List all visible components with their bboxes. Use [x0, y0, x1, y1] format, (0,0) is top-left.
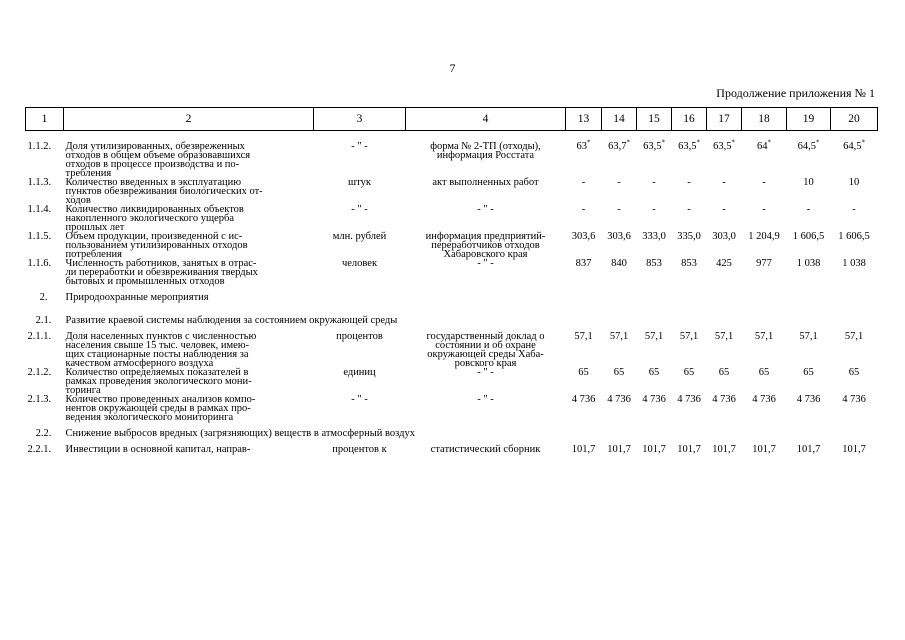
value-text: 101,7 — [842, 444, 866, 455]
value-text: 303,6 — [607, 231, 631, 242]
value-cell — [742, 395, 787, 422]
unit-of-measure: процентов к — [332, 444, 387, 455]
value-cell — [566, 178, 602, 205]
value-cell — [707, 368, 742, 395]
value-cell — [787, 332, 831, 368]
value-text: 101,7 — [752, 444, 776, 455]
indicator-name-line: пунктов обезвреживания биологических от- — [65, 186, 263, 197]
value-text: 57,1 — [844, 331, 864, 342]
value-text: 57,1 — [799, 331, 818, 342]
table-body — [26, 131, 878, 455]
value-cell — [831, 395, 878, 422]
value-text: 10 — [848, 177, 860, 188]
data-source — [406, 395, 566, 422]
value-text: 65 — [718, 367, 730, 378]
value-cell — [787, 259, 831, 286]
indicator-name — [64, 368, 314, 395]
value-text: - — [652, 177, 656, 188]
table-row — [26, 368, 878, 395]
value-cell — [742, 205, 787, 232]
indicator-name-line: Количество определяемых показателей в — [65, 367, 249, 378]
value-cell — [566, 131, 602, 179]
continuation-note: Продолжение приложения № 1 — [716, 86, 875, 100]
value-cell — [672, 131, 707, 179]
value-text: 65 — [578, 367, 589, 378]
indicator-name-line: щих стационарные посты наблюдения за — [65, 349, 249, 360]
value-text: - — [617, 204, 621, 215]
indicator-name-line: Доля утилизированных, обезвреженных — [65, 141, 245, 152]
unit-of-measure: - " - — [351, 204, 368, 215]
unit-of-measure: штук — [348, 177, 371, 188]
value-text: 1 606,5 — [838, 231, 870, 242]
indicator-name — [64, 131, 314, 179]
value-text: 4 736 — [712, 394, 736, 405]
value-text: 64,5 — [843, 141, 862, 152]
table-header-row — [26, 108, 878, 131]
indicator-name-line: рамках проведения экологического мони- — [65, 376, 252, 387]
value-cell — [742, 368, 787, 395]
value-cell — [637, 131, 672, 179]
column-header: 20 — [831, 108, 878, 131]
indicator-name — [64, 178, 314, 205]
value-cell — [831, 259, 878, 286]
value-text: - — [617, 177, 621, 188]
indicator-name — [64, 332, 314, 368]
column-header: 15 — [637, 108, 672, 131]
value-cell — [672, 178, 707, 205]
value-cell — [787, 445, 831, 454]
value-text: 57,1 — [574, 331, 593, 342]
unit-of-measure: - " - — [351, 141, 368, 152]
value-text: - — [762, 204, 766, 215]
value-text: 101,7 — [642, 444, 666, 455]
value-cell — [742, 259, 787, 286]
value-text: 1 204,9 — [748, 231, 780, 242]
column-header: 1 — [26, 108, 64, 131]
row-number: 1.1.4. — [27, 204, 52, 215]
value-cell — [602, 445, 637, 454]
data-source — [406, 332, 566, 368]
indicators-table — [25, 107, 878, 454]
section-title: Развитие краевой системы наблюдения за состоянием окружающей среды — [65, 315, 398, 326]
indicator-name-line: отходов в общем объеме образовавшихся — [65, 150, 251, 161]
data-source-line: - " - — [477, 394, 494, 405]
indicator-name-line: нентов окружающей среды в рамках про- — [65, 403, 251, 414]
data-source-line: акт выполненных работ — [432, 177, 539, 188]
value-text: 4 736 — [752, 394, 776, 405]
value-cell — [831, 178, 878, 205]
value-text: 63,5 — [643, 141, 662, 152]
section-title: Снижение выбросов вредных (загрязняющих) веществ в атмосферный воздух — [65, 428, 415, 439]
footnote-mark: * — [767, 138, 771, 147]
value-text: - — [687, 177, 691, 188]
value-cell — [602, 332, 637, 368]
value-cell — [566, 232, 602, 259]
value-cell — [787, 178, 831, 205]
section-number: 2.2. — [35, 428, 52, 439]
row-number: 2.1.2. — [27, 367, 52, 378]
value-text: 65 — [848, 367, 860, 378]
value-cell — [831, 131, 878, 179]
value-cell — [787, 368, 831, 395]
value-cell — [707, 259, 742, 286]
indicator-name-line: потребления — [65, 249, 122, 260]
value-text: - — [581, 177, 586, 188]
data-source-line: - " - — [477, 204, 494, 215]
table-row — [26, 178, 878, 205]
section-heading-row — [26, 309, 878, 332]
value-cell — [566, 205, 602, 232]
unit-of-measure: человек — [341, 258, 378, 269]
indicator-name-line: требления — [65, 168, 112, 179]
data-source-line: государственный доклад о — [426, 331, 545, 342]
value-text: 101,7 — [571, 444, 596, 455]
column-header: 13 — [566, 108, 602, 131]
indicator-name-line: Количество ликвидированных объектов — [65, 204, 244, 215]
value-cell — [831, 205, 878, 232]
value-cell — [742, 131, 787, 179]
value-cell — [637, 232, 672, 259]
value-cell — [566, 395, 602, 422]
row-number: 1.1.6. — [27, 258, 52, 269]
value-cell — [707, 332, 742, 368]
value-cell — [637, 445, 672, 454]
data-source — [406, 205, 566, 232]
column-header: 2 — [64, 108, 314, 131]
column-header: 4 — [406, 108, 566, 131]
value-cell — [707, 178, 742, 205]
indicator-name-line: пользованием утилизированных отходов — [65, 240, 248, 251]
indicator-name-line: накопленного экологического ущерба — [65, 213, 234, 224]
footnote-mark: * — [731, 138, 735, 147]
data-source-line: состоянии и об охране — [435, 340, 536, 351]
row-number: 2.1.1. — [27, 331, 52, 342]
value-cell — [707, 445, 742, 454]
data-source-line: переработчиков отходов — [431, 240, 540, 251]
data-source-line: окружающей среды Хаба- — [427, 349, 544, 360]
value-cell — [787, 395, 831, 422]
indicator-name — [64, 445, 314, 454]
unit-of-measure: процентов — [336, 331, 383, 342]
value-cell — [602, 178, 637, 205]
table-row — [26, 205, 878, 232]
value-cell — [707, 131, 742, 179]
value-cell — [602, 259, 637, 286]
value-text: 63,5 — [678, 141, 697, 152]
footnote-mark: * — [815, 138, 820, 147]
value-text: 1 038 — [842, 258, 866, 269]
unit-of-measure: - " - — [351, 394, 368, 405]
value-text: 335,0 — [677, 231, 701, 242]
value-cell — [672, 205, 707, 232]
indicator-name-line: ли переработки и обезвреживания твердых — [65, 267, 258, 278]
table-row — [26, 232, 878, 259]
value-cell — [637, 368, 672, 395]
footnote-mark: * — [861, 138, 865, 147]
value-text: 65 — [683, 367, 695, 378]
value-cell — [602, 395, 637, 422]
data-source-line: ровского края — [454, 358, 517, 369]
value-cell — [672, 259, 707, 286]
data-source-line: информация Росстата — [436, 150, 535, 161]
section-heading-row — [26, 286, 878, 309]
indicator-name-line: торинга — [65, 385, 101, 396]
footnote-mark: * — [587, 138, 591, 147]
section-title: Природоохранные мероприятия — [65, 292, 209, 303]
value-text: 1 038 — [796, 258, 821, 269]
value-cell — [742, 178, 787, 205]
value-text: 63 — [576, 141, 587, 152]
value-cell — [637, 205, 672, 232]
value-cell — [566, 332, 602, 368]
value-cell — [637, 259, 672, 286]
value-text: 64 — [757, 141, 768, 152]
data-source-line: статистический сборник — [430, 444, 541, 455]
value-text: 64,5 — [797, 141, 816, 152]
value-text: 57,1 — [679, 331, 699, 342]
indicator-name — [64, 259, 314, 286]
data-source — [406, 178, 566, 205]
value-text: 977 — [756, 258, 772, 269]
value-text: 303,6 — [571, 231, 596, 242]
value-cell — [672, 395, 707, 422]
value-cell — [602, 131, 637, 179]
value-text: 101,7 — [677, 444, 701, 455]
indicator-name-line: Количество введенных в эксплуатацию — [65, 177, 242, 188]
section-number: 2. — [39, 292, 48, 303]
indicator-name-line: ведения экологического мониторинга — [65, 412, 234, 423]
page-number: 7 — [449, 61, 456, 75]
value-cell — [787, 232, 831, 259]
value-cell — [707, 395, 742, 422]
value-cell — [787, 131, 831, 179]
value-text: 4 736 — [677, 394, 701, 405]
indicator-name-line: Количество проведенных анализов компо- — [65, 394, 256, 405]
value-cell — [787, 205, 831, 232]
value-text: - — [852, 204, 856, 215]
value-cell — [831, 445, 878, 454]
indicator-name-line: качеством атмосферного воздуха — [65, 358, 214, 369]
column-header: 14 — [602, 108, 637, 131]
data-source — [406, 368, 566, 395]
value-text: 4 736 — [642, 394, 666, 405]
value-text: 65 — [648, 367, 660, 378]
value-text: 65 — [613, 367, 625, 378]
row-number: 2.1.3. — [27, 394, 52, 405]
unit-of-measure: единиц — [343, 367, 376, 378]
value-cell — [831, 368, 878, 395]
value-cell — [602, 205, 637, 232]
table-row — [26, 259, 878, 286]
value-text: 57,1 — [754, 331, 774, 342]
value-text: - — [687, 204, 691, 215]
value-cell — [742, 332, 787, 368]
data-source-line: - " - — [477, 367, 494, 378]
indicator-name-line: отходов в процессе производства и по- — [65, 159, 240, 170]
footnote-mark: * — [696, 138, 700, 147]
value-text: 10 — [803, 177, 814, 188]
value-text: - — [722, 204, 726, 215]
value-text: 425 — [716, 258, 732, 269]
column-header: 17 — [707, 108, 742, 131]
value-text: 101,7 — [607, 444, 631, 455]
data-source — [406, 131, 566, 179]
value-cell — [672, 445, 707, 454]
row-number: 1.1.5. — [27, 231, 52, 242]
table-row — [26, 131, 878, 179]
value-text: 4 736 — [571, 394, 596, 405]
value-cell — [672, 332, 707, 368]
value-text: 101,7 — [712, 444, 736, 455]
column-header: 16 — [672, 108, 707, 131]
value-cell — [672, 232, 707, 259]
row-number: 1.1.2. — [27, 141, 52, 152]
value-text: 840 — [611, 258, 627, 269]
value-text: - — [762, 177, 766, 188]
row-number: 1.1.3. — [27, 177, 52, 188]
value-text: 63,7 — [608, 141, 627, 152]
value-text: 57,1 — [644, 331, 664, 342]
indicator-name-line: ходов — [65, 195, 91, 206]
value-text: - — [581, 204, 586, 215]
indicator-name-line: бытовых и промышленных отходов — [65, 276, 225, 287]
value-cell — [672, 368, 707, 395]
value-text: 853 — [681, 258, 697, 269]
value-text: 63,5 — [713, 141, 732, 152]
column-header: 19 — [787, 108, 831, 131]
data-source-line: форма № 2-ТП (отходы), — [430, 141, 541, 152]
value-cell — [637, 178, 672, 205]
data-source — [406, 259, 566, 286]
value-cell — [831, 332, 878, 368]
indicator-name — [64, 205, 314, 232]
footnote-mark: * — [626, 138, 630, 147]
value-cell — [707, 205, 742, 232]
value-text: 65 — [803, 367, 814, 378]
value-text: 4 736 — [796, 394, 821, 405]
value-text: 333,0 — [642, 231, 666, 242]
indicator-name-line: прошлых лет — [65, 222, 125, 233]
value-text: 1 606,5 — [792, 231, 825, 242]
value-cell — [707, 232, 742, 259]
value-text: - — [652, 204, 656, 215]
unit-of-measure: млн. рублей — [332, 231, 387, 242]
value-text: 57,1 — [609, 331, 629, 342]
value-cell — [566, 445, 602, 454]
value-text: - — [806, 204, 811, 215]
value-cell — [637, 332, 672, 368]
table-row — [26, 445, 878, 454]
indicator-name — [64, 395, 314, 422]
value-cell — [566, 368, 602, 395]
data-source — [406, 445, 566, 454]
indicator-name-line: Численность работников, занятых в отрас- — [65, 258, 257, 269]
indicator-name-line: Инвестиции в основной капитал, направ- — [65, 444, 251, 455]
value-text: 853 — [646, 258, 662, 269]
indicator-name-line: Объем продукции, произведенной с ис- — [65, 231, 243, 242]
value-cell — [637, 395, 672, 422]
section-heading-row — [26, 422, 878, 445]
footnote-mark: * — [661, 138, 665, 147]
value-cell — [831, 232, 878, 259]
value-cell — [742, 445, 787, 454]
value-text: - — [722, 177, 726, 188]
value-text: 837 — [575, 258, 592, 269]
data-source-line: Хабаровского края — [443, 249, 528, 260]
data-source-line: информация предприятий- — [425, 231, 546, 242]
data-source — [406, 232, 566, 259]
value-text: 4 736 — [842, 394, 866, 405]
value-text: 65 — [758, 367, 770, 378]
value-text: 57,1 — [714, 331, 734, 342]
value-text: 303,0 — [712, 231, 736, 242]
row-number: 2.2.1. — [27, 444, 52, 455]
value-cell — [602, 232, 637, 259]
column-header: 3 — [314, 108, 406, 131]
column-header: 18 — [742, 108, 787, 131]
indicator-name-line: Доля населенных пунктов с численностью — [65, 331, 257, 342]
data-source-line: - " - — [477, 258, 494, 269]
indicator-name-line: населения свыше 15 тыс. человек, имею- — [65, 340, 250, 351]
table-row — [26, 395, 878, 422]
value-cell — [566, 259, 602, 286]
value-cell — [602, 368, 637, 395]
value-text: 101,7 — [796, 444, 821, 455]
indicator-name — [64, 232, 314, 259]
section-number: 2.1. — [35, 315, 52, 326]
value-cell — [742, 232, 787, 259]
table-row — [26, 332, 878, 368]
value-text: 4 736 — [607, 394, 631, 405]
